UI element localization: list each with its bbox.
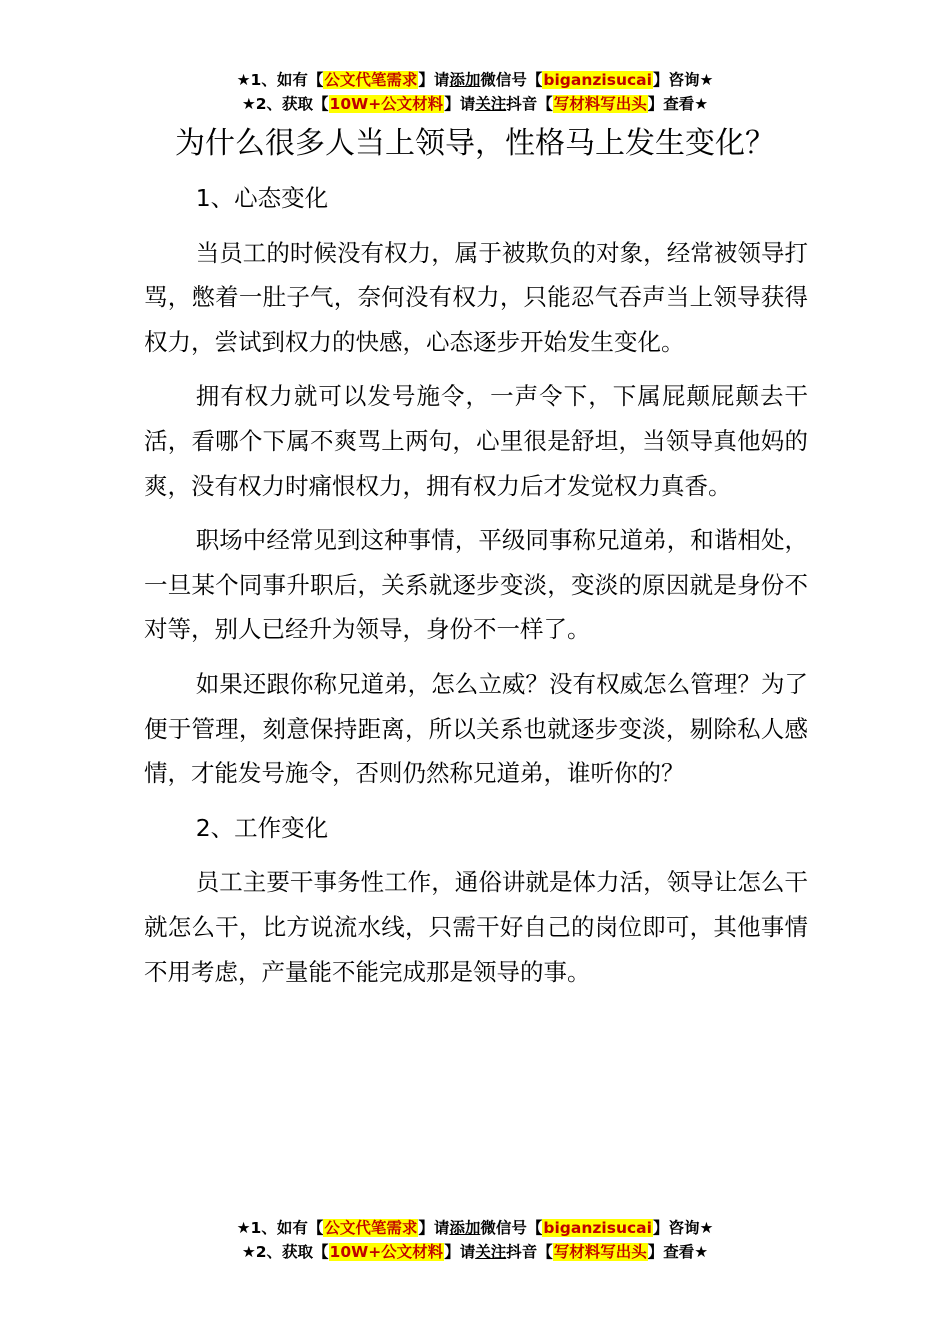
promo-highlight: 10W+公文材料 bbox=[329, 1243, 444, 1261]
wechat-id: biganzisucai bbox=[543, 1219, 652, 1237]
promo-line-1: ★1、如有【公文代笔需求】请添加微信号【biganzisucai】咨询★ bbox=[236, 71, 714, 89]
paragraph: 员工主要干事务性工作，通俗讲就是体力活，领导让怎么干就怎么干，比方说流水线，只需干好自己的岗位即可，其他事情不用考虑，产量能不能完成那是领导的事。 bbox=[144, 868, 808, 986]
document-title: 为什么很多人当上领导，性格马上发生变化？ bbox=[175, 126, 775, 161]
promo-line-2: ★2、获取【10W+公文材料】请关注抖音【写材料写出头】查看★ bbox=[241, 95, 709, 113]
promo-highlight: 公文代笔需求 bbox=[324, 1219, 418, 1237]
promo-highlight: 10W+公文材料 bbox=[329, 95, 444, 113]
promo-banner-top bbox=[0, 68, 950, 116]
paragraph: 如果还跟你称兄道弟，怎么立威？没有权威怎么管理？为了便于管理，刻意保持距离，所以关系也就逐步变淡，剔除私人感情，才能发号施令，否则仍然称兄道弟，谁听你的？ bbox=[144, 669, 808, 788]
promo-line-1: ★1、如有【公文代笔需求】请添加微信号【biganzisucai】咨询★ bbox=[236, 1219, 714, 1237]
douyin-account: 写材料写出头 bbox=[553, 1243, 647, 1261]
promo-highlight: 公文代笔需求 bbox=[324, 71, 418, 89]
wechat-id: biganzisucai bbox=[543, 71, 652, 89]
paragraph: 当员工的时候没有权力，属于被欺负的对象，经常被领导打骂，憋着一肚子气，奈何没有权力，只能忍气吞声当上领导获得权力，尝试到权力的快感，心态逐步开始发生变化。 bbox=[144, 238, 808, 356]
promo-banner-bottom bbox=[0, 1216, 950, 1264]
paragraph: 职场中经常见到这种事情，平级同事称兄道弟，和谐相处，一旦某个同事升职后，关系就逐步变淡，变淡的原因就是身份不对等，别人已经升为领导，身份不一样了。 bbox=[144, 526, 808, 644]
section-heading: 2、工作变化 bbox=[195, 813, 329, 842]
document-body bbox=[144, 176, 808, 1004]
section-heading: 1、心态变化 bbox=[195, 184, 329, 212]
promo-line-2: ★2、获取【10W+公文材料】请关注抖音【写材料写出头】查看★ bbox=[241, 1243, 709, 1261]
douyin-account: 写材料写出头 bbox=[553, 95, 647, 113]
paragraph: 拥有权力就可以发号施令，一声令下，下属屁颠屁颠去干活，看哪个下属不爽骂上两句，心里很是舒坦，当领导真他妈的爽，没有权力时痛恨权力，拥有权力后才发觉权力真香。 bbox=[144, 382, 808, 500]
